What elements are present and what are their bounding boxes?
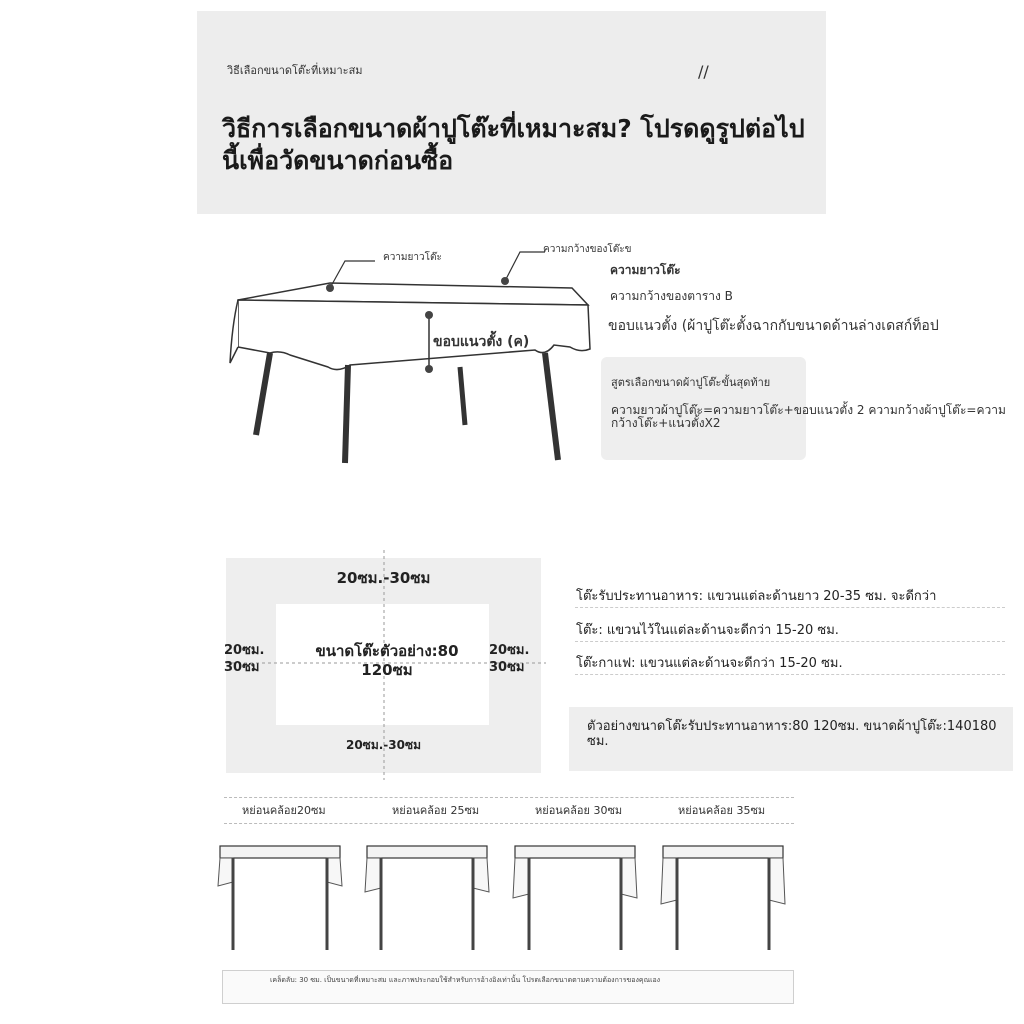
size-left-label bbox=[224, 642, 264, 676]
size-right-line1: 20ซม. bbox=[489, 643, 530, 658]
size-top-label: 20ซม.-30ซม bbox=[336, 569, 431, 587]
size-right-line2: 30ซม bbox=[489, 660, 525, 675]
table-drop-35 bbox=[661, 846, 785, 950]
drop-dot-top bbox=[425, 311, 433, 319]
size-center-label bbox=[276, 642, 498, 680]
footer-tip: เคล็ดลับ: 30 ซม. เป็นขนาดที่เหมาะสม และภาพประกอบใช้สำหรับการอ้างอิงเท่านั้น โปรดเลือกขนาดตามความต้องการของคุณเอง bbox=[270, 976, 661, 984]
table-leg bbox=[460, 367, 465, 425]
legend-drop: ขอบแนวตั้ง (ผ้าปูโต๊ะตั้งฉากกับขนาดด้านล่างเดสก์ท็อป bbox=[608, 318, 939, 334]
tablecloth-front bbox=[238, 300, 590, 370]
drop-label-30: หย่อนคล้อย 30ซม bbox=[535, 804, 623, 817]
drop-label-35: หย่อนคล้อย 35ซม bbox=[678, 804, 766, 817]
hang-rule-coffee: โต๊ะกาแฟ: แขวนแต่ละด้านจะดีกว่า 15-20 ซม. bbox=[576, 656, 843, 671]
size-left-line1: 20ซม. bbox=[224, 643, 265, 658]
drop-dot-bottom bbox=[425, 365, 433, 373]
divider bbox=[575, 674, 1005, 675]
formula-text: ความยาวผ้าปูโต๊ะ=ความยาวโต๊ะ+ขอบแนวตั้ง 2 ความกว้างผ้าปูโต๊ะ=ความกว้างโต๊ะ+แนวตั้งX2 bbox=[611, 403, 1006, 430]
drop-label-20: หย่อนคล้อย20ซม bbox=[242, 804, 326, 817]
divider bbox=[224, 823, 794, 824]
drop-label-25: หย่อนคล้อย 25ซม bbox=[392, 804, 480, 817]
divider bbox=[575, 607, 1005, 608]
label-drop: ขอบแนวตั้ง (ค) bbox=[433, 334, 530, 350]
table-diagram bbox=[210, 235, 600, 475]
hang-rule-dining: โต๊ะรับประทานอาหาร: แขวนแต่ละด้านยาว 20-35 ซม. จะดีกว่า bbox=[576, 589, 937, 604]
hang-rule-desk: โต๊ะ: แขวนไว้ในแต่ละด้านจะดีกว่า 15-20 ซม. bbox=[576, 623, 839, 638]
header-slash: // bbox=[698, 62, 709, 81]
header-subtitle: วิธีเลือกขนาดโต๊ะที่เหมาะสม bbox=[227, 64, 363, 77]
size-center-line1: ขนาดโต๊ะตัวอย่าง:80 bbox=[315, 642, 459, 660]
width-pointer bbox=[505, 252, 545, 281]
legend-width: ความกว้างของตาราง B bbox=[610, 289, 733, 303]
formula-title: สูตรเลือกขนาดผ้าปูโต๊ะขั้นสุดท้าย bbox=[611, 376, 771, 389]
divider bbox=[575, 641, 1005, 642]
table-leg bbox=[545, 353, 558, 460]
table-drop-30 bbox=[513, 846, 637, 950]
example-text: ตัวอย่างขนาดโต๊ะรับประทานอาหาร:80 120ซม. ขนาดผ้าปูโต๊ะ:140180 ซม. bbox=[587, 719, 997, 749]
size-center-line2: 120ซม bbox=[361, 661, 413, 679]
label-table-length: ความยาวโต๊ะ bbox=[383, 252, 442, 263]
table-leg bbox=[345, 365, 348, 463]
length-dot bbox=[326, 284, 334, 292]
size-bottom-label: 20ซม.-30ซม bbox=[345, 738, 422, 752]
drop-examples bbox=[215, 840, 795, 955]
table-drop-20 bbox=[218, 846, 342, 950]
legend-length: ความยาวโต๊ะ bbox=[610, 263, 681, 277]
page-title: วิธีการเลือกขนาดผ้าปูโต๊ะที่เหมาะสม? โปรดดูรูปต่อไปนี้เพื่อวัดขนาดก่อนซื้อ bbox=[222, 114, 805, 175]
tablecloth-side bbox=[230, 300, 238, 363]
size-right-label bbox=[489, 642, 529, 676]
label-table-width: ความกว้างของโต๊ะข bbox=[543, 244, 632, 255]
width-dot bbox=[501, 277, 509, 285]
table-drop-25 bbox=[365, 846, 489, 950]
size-left-line2: 30ซม bbox=[224, 660, 260, 675]
divider bbox=[224, 797, 794, 798]
table-leg bbox=[256, 353, 270, 435]
